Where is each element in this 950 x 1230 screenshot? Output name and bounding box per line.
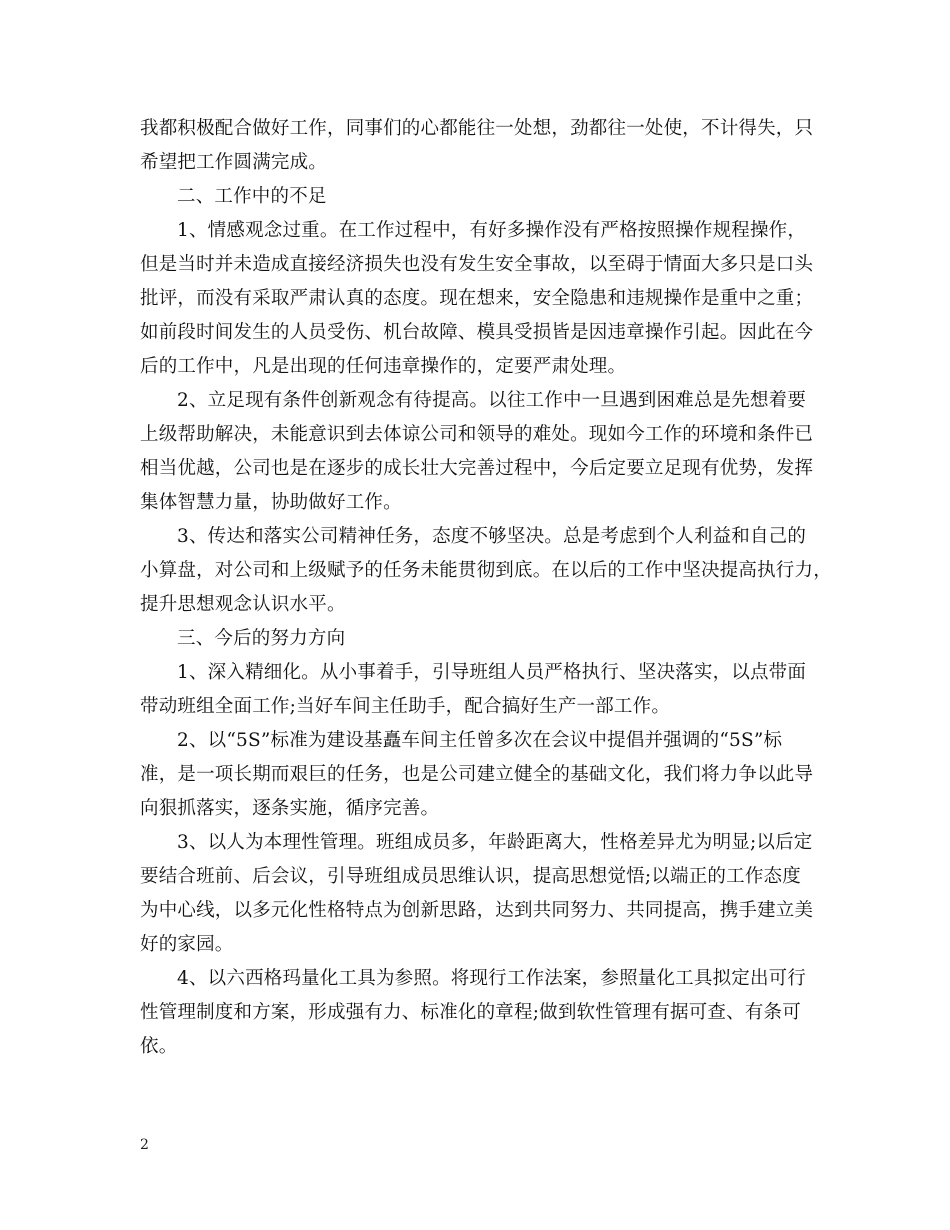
text-line: 好的家园。 xyxy=(140,934,234,955)
text-line: 后的工作中，凡是出现的任何违章操作的，定要严肃处理。 xyxy=(140,356,627,377)
text-line: 为中心线，以多元化性格特点为创新思路，达到共同努力、共同提高，携手建立美 xyxy=(140,900,814,921)
text-line: 2、以“5S”标准为建设基矗车间主任曾多次在会议中提倡并强调的“5S”标 xyxy=(177,730,783,751)
text-line: 3、以人为本理性管理。班组成员多，年龄距离大，性格差异尤为明显;以后定 xyxy=(177,832,813,853)
text-line: 集体智慧力量，协助做好工作。 xyxy=(140,492,402,513)
text-line: 我都积极配合做好工作，同事们的心都能往一处想，劲都往一处使，不计得失，只 xyxy=(140,118,814,139)
text-line: 向狠抓落实，逐条实施，循序完善。 xyxy=(140,798,440,819)
section-heading: 三、今后的努力方向 xyxy=(177,628,346,649)
text-line: 2、立足现有条件创新观念有待提高。以往工作中一旦遇到困难总是先想着要 xyxy=(177,390,807,411)
text-line: 依。 xyxy=(140,1036,178,1057)
text-line: 希望把工作圆满完成。 xyxy=(140,152,328,173)
section-heading: 二、工作中的不足 xyxy=(177,186,327,207)
text-line: 4、以六西格玛量化工具为参照。将现行工作法案，参照量化工具拟定出可行 xyxy=(177,968,807,989)
text-line: 1、深入精细化。从小事着手，引导班组人员严格执行、坚决落实，以点带面 xyxy=(177,662,807,683)
text-line: 性管理制度和方案，形成强有力、标准化的章程;做到软性管理有据可查、有条可 xyxy=(140,1002,801,1023)
text-line: 上级帮助解决，未能意识到去体谅公司和领导的难处。现如今工作的环境和条件已 xyxy=(140,424,814,445)
text-line: 小算盘，对公司和上级赋予的任务未能贯彻到底。在以后的工作中坚决提高执行力， xyxy=(140,560,832,581)
text-line: 1、情感观念过重。在工作过程中，有好多操作没有严格按照操作规程操作， xyxy=(177,220,807,241)
text-line: 如前段时间发生的人员受伤、机台故障、模具受损皆是因违章操作引起。因此在今 xyxy=(140,322,814,343)
text-line: 准，是一项长期而艰巨的任务，也是公司建立健全的基础文化，我们将力争以此导 xyxy=(140,764,814,785)
text-line: 相当优越，公司也是在逐步的成长壮大完善过程中，今后定要立足现有优势，发挥 xyxy=(140,458,814,479)
text-line: 批评，而没有采取严肃认真的态度。现在想来，安全隐患和违规操作是重中之重； xyxy=(140,288,814,309)
text-line: 但是当时并未造成直接经济损失也没有发生安全事故，以至碍于情面大多只是口头 xyxy=(140,254,814,275)
document-body xyxy=(140,112,832,1064)
text-line: 提升思想观念认识水平。 xyxy=(140,594,346,615)
text-line: 要结合班前、后会议，引导班组成员思维认识，提高思想觉悟;以端正的工作态度 xyxy=(140,866,801,887)
text-line: 3、传达和落实公司精神任务，态度不够坚决。总是考虑到个人利益和自己的 xyxy=(177,526,807,547)
text-line: 带动班组全面工作;当好车间主任助手，配合搞好生产一部工作。 xyxy=(140,696,671,717)
page-number: 2 xyxy=(140,1137,149,1153)
